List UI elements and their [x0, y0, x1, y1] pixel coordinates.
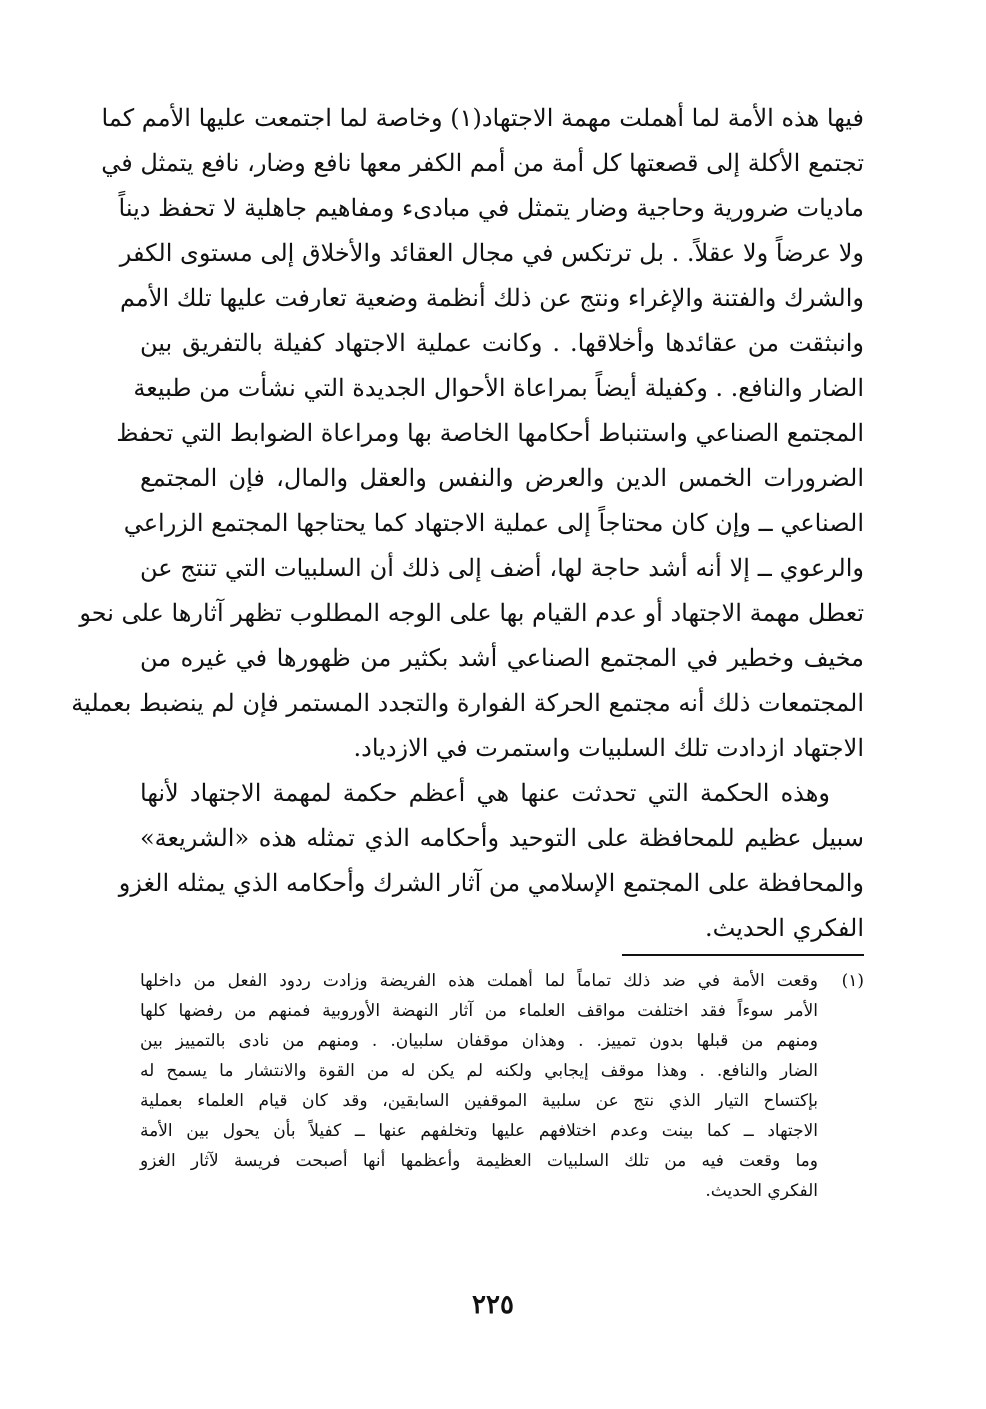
main-line: الضرورات الخمس الدين والعرض والنفس والعقل والمال، فإن المجتمع — [140, 464, 864, 492]
main-line: تجتمع الأكلة إلى قصعتها كل أمة من أمم الكفر معها نافع وضار، نافع يتمثل في — [101, 149, 864, 177]
footnote-line — [140, 966, 864, 996]
main-line: المجتمع الصناعي واستنباط أحكامها الخاصة بها ومراعاة الضوابط التي تحفظ — [116, 419, 864, 447]
footnote-line: الاجتهاد ــ كما بينت وعدم اختلافهم عليها وتخلفهم عنها ــ كفيلاً بأن يحول بين الأمة — [140, 1121, 818, 1141]
footnote — [140, 966, 864, 1206]
paragraph2-line: والمحافظة على المجتمع الإسلامي من آثار الشرك وأحكامه الذي يمثله الغزو — [118, 869, 864, 897]
main-line: ماديات ضرورية وحاجية وضار يتمثل في مبادىء ومفاهيم جاهلية لا تحفظ ديناً — [118, 194, 864, 222]
main-line: والرعوي ــ إلا أنه أشد حاجة لها، أضف إلى ذلك أن السلبيات التي تنتج عن — [140, 554, 864, 582]
main-text — [71, 96, 864, 951]
footnote-separator — [622, 954, 864, 956]
main-line: الضار والنافع. . وكفيلة أيضاً بمراعاة الأحوال الجديدة التي نشأت من طبيعة — [133, 374, 864, 402]
footnote-line: الفكري الحديث. — [705, 1181, 818, 1201]
paragraph2-line: سبيل عظيم للمحافظة على التوحيد وأحكامه الذي تمثله هذه «الشريعة» — [140, 824, 864, 852]
footnote-line: الضار والنافع. . وهذا موقف إيجابي ولكنه لم يكن له من القوة والانتشار ما يسمح له — [140, 1061, 818, 1081]
footnote-line-text: وقعت الأمة في ضد ذلك تماماً لما أهملت هذه الفريضة وزادت ردود الفعل من داخلها — [140, 971, 818, 991]
footnote-marker: (١) — [841, 971, 864, 991]
main-line: ولا عرضاً ولا عقلاً. . بل ترتكس في مجال العقائد والأخلاق إلى مستوى الكفر — [119, 239, 864, 267]
main-line: مخيف وخطير في المجتمع الصناعي أشد بكثير من ظهورها في غيره من — [140, 644, 864, 672]
main-line: فيها هذه الأمة لما أهملت مهمة الاجتهاد(١) وخاصة لما اجتمعت عليها الأمم كما — [101, 104, 864, 132]
main-line: والشرك والفتنة والإغراء ونتج عن ذلك أنظمة وضعية تعارفت عليها تلك الأمم — [119, 284, 864, 312]
footnote-line: وما وقعت فيه من تلك السلبيات العظيمة وأعظمها أنها أصبحت فريسة لآثار الغزو — [140, 1151, 818, 1171]
footnote-line: الأمر سوءاً فقد اختلفت مواقف العلماء من آثار النهضة الأوروبية فمنهم من رفضها كلها — [140, 1001, 818, 1021]
main-line: الصناعي ــ وإن كان محتاجاً إلى عملية الاجتهاد كما يحتاجها المجتمع الزراعي — [123, 509, 864, 537]
main-line: المجتمعات ذلك أنه مجتمع الحركة الفوارة والتجدد المستمر فإن لم ينضبط بعملية — [71, 689, 864, 717]
page-number: ٢٢٥ — [472, 1290, 514, 1320]
paragraph2-line: وهذه الحكمة التي تحدثت عنها هي أعظم حكمة لمهمة الاجتهاد لأنها — [140, 779, 830, 807]
main-line: وانبثقت من عقائدها وأخلاقها. . وكانت عملية الاجتهاد كفيلة بالتفريق بين — [140, 329, 864, 357]
main-line: تعطل مهمة الاجتهاد أو عدم القيام بها على الوجه المطلوب تظهر آثارها على نحو — [79, 599, 864, 627]
footnote-line: بإكتساح التيار الذي نتج عن سلبية الموقفين السابقين، وقد كان قيام العلماء بعملية — [140, 1091, 818, 1111]
paragraph2-line: الفكري الحديث. — [705, 914, 864, 942]
main-line: الاجتهاد ازدادت تلك السلبيات واستمرت في الازدياد. — [353, 734, 864, 762]
footnote-line: ومنهم من قبلها بدون تمييز. . وهذان موقفان سلبيان. . ومنهم من نادى بالتمييز بين — [140, 1031, 818, 1051]
